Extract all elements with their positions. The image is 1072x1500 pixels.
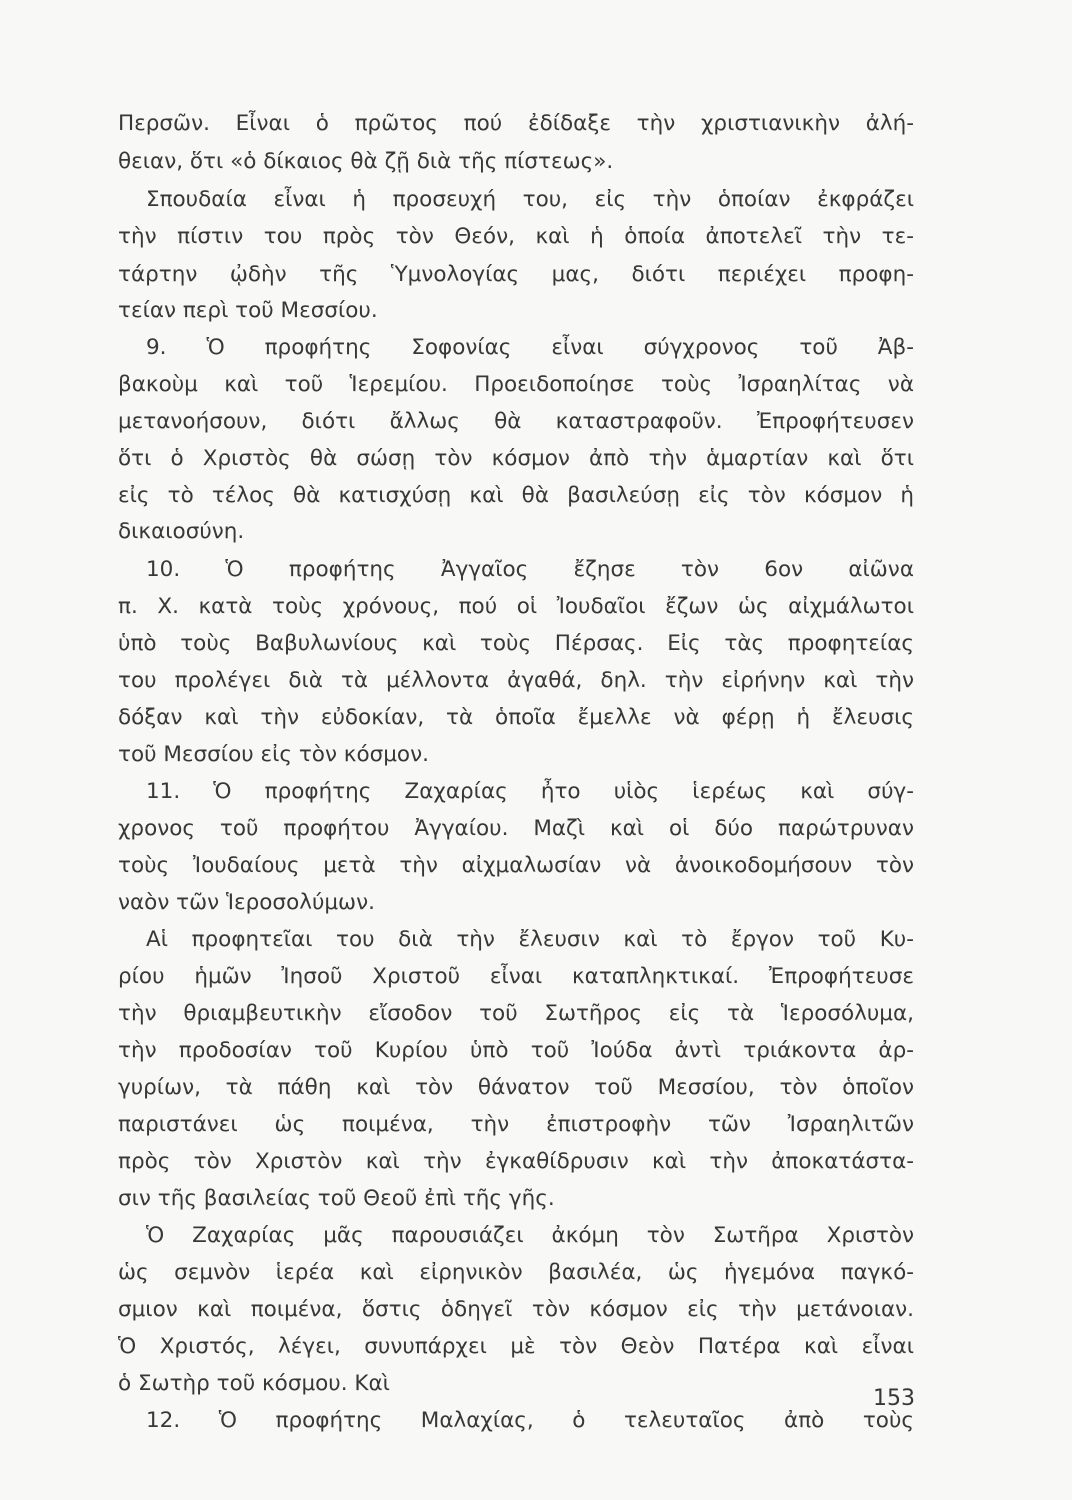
text-line: Ὁ Χριστός, λέγει, συνυπάρχει μὲ τὸν Θεὸν Πατέρα καὶ εἶναι (118, 1334, 914, 1359)
text-line: σιν τῆς βασιλείας τοῦ Θεοῦ ἐπὶ τῆς γῆς. (118, 1186, 555, 1211)
text-line: 10. Ὁ προφήτης Ἀγγαῖος ἔζησε τὸν 6ον αἰῶνα (146, 557, 914, 582)
text-line: π. Χ. κατὰ τοὺς χρόνους, πού οἱ Ἰουδαῖοι ἔζων ὡς αἰχμάλωτοι (118, 594, 914, 619)
text-line: πρὸς τὸν Χριστὸν καὶ τὴν ἐγκαθίδρυσιν καὶ τὴν ἀποκατάστα- (118, 1149, 914, 1174)
text-line: γυρίων, τὰ πάθη καὶ τὸν θάνατον τοῦ Μεσσίου, τὸν ὁποῖον (118, 1075, 914, 1100)
text-line: ὁ Σωτὴρ τοῦ κόσμου. Καὶ (118, 1371, 390, 1396)
text-line: ὡς σεμνὸν ἱερέα καὶ εἰρηνικὸν βασιλέα, ὡς ἡγεμόνα παγκό- (118, 1260, 914, 1285)
text-line: τὴν πίστιν του πρὸς τὸν Θεόν, καὶ ἡ ὁποία ἀποτελεῖ τὴν τε- (118, 224, 914, 249)
text-line: εἰς τὸ τέλος θὰ κατισχύσῃ καὶ θὰ βασιλεύσῃ εἰς τὸν κόσμον ἡ (118, 483, 914, 508)
page-number: 153 (873, 1386, 915, 1411)
text-line: θειαν, ὅτι «ὁ δίκαιος θὰ ζῇ διὰ τῆς πίστεως». (118, 149, 614, 174)
text-line: παριστάνει ὡς ποιμένα, τὴν ἐπιστροφὴν τῶν Ἰσραηλιτῶν (118, 1112, 914, 1137)
text-line: τοῦ Μεσσίου εἰς τὸν κόσμον. (118, 742, 429, 767)
text-line: ναὸν τῶν Ἱεροσολύμων. (118, 890, 375, 915)
text-line: 12. Ὁ προφήτης Μαλαχίας, ὁ τελευταῖος ἀπὸ τοὺς (146, 1408, 914, 1433)
text-line: βακοὺμ καὶ τοῦ Ἱερεμίου. Προειδοποίησε τοὺς Ἰσραηλίτας νὰ (118, 372, 914, 397)
text-line: χρονος τοῦ προφήτου Ἀγγαίου. Μαζὶ καὶ οἱ δύο παρώτρυναν (118, 816, 914, 841)
text-line: σμιον καὶ ποιμένα, ὅστις ὁδηγεῖ τὸν κόσμον εἰς τὴν μετάνοιαν. (118, 1297, 914, 1322)
text-line: ρίου ἡμῶν Ἰησοῦ Χριστοῦ εἶναι καταπληκτικαί. Ἐπροφήτευσε (118, 964, 914, 989)
text-line: τὴν προδοσίαν τοῦ Κυρίου ὑπὸ τοῦ Ἰούδα ἀντὶ τριάκοντα ἀρ- (118, 1038, 914, 1063)
text-line: ὑπὸ τοὺς Βαβυλωνίους καὶ τοὺς Πέρσας. Εἰς τὰς προφητείας (118, 631, 914, 656)
text-line: τὴν θριαμβευτικὴν εἴσοδον τοῦ Σωτῆρος εἰς τὰ Ἱεροσόλυμα, (118, 1001, 914, 1026)
text-line: 11. Ὁ προφήτης Ζαχαρίας ἦτο υἱὸς ἱερέως καὶ σύγ- (146, 779, 914, 804)
text-line: τείαν περὶ τοῦ Μεσσίου. (118, 298, 378, 323)
text-line: τάρτην ᾠδὴν τῆς Ὑμνολογίας μας, διότι περιέχει προφη- (118, 262, 914, 287)
text-line: 9. Ὁ προφήτης Σοφονίας εἶναι σύγχρονος τοῦ Ἀβ- (146, 335, 914, 360)
text-line: δόξαν καὶ τὴν εὐδοκίαν, τὰ ὁποῖα ἔμελλε νὰ φέρῃ ἡ ἔλευσις (118, 705, 914, 730)
text-line: Αἱ προφητεῖαι του διὰ τὴν ἔλευσιν καὶ τὸ ἔργον τοῦ Κυ- (146, 927, 914, 952)
text-line: δικαιοσύνη. (118, 519, 245, 544)
text-line: ὅτι ὁ Χριστὸς θὰ σώσῃ τὸν κόσμον ἀπὸ τὴν ἁμαρτίαν καὶ ὅτι (118, 446, 914, 471)
text-line: Ὁ Ζαχαρίας μᾶς παρουσιάζει ἀκόμη τὸν Σωτῆρα Χριστὸν (146, 1223, 914, 1248)
text-line: του προλέγει διὰ τὰ μέλλοντα ἀγαθά, δηλ. τὴν εἰρήνην καὶ τὴν (118, 668, 914, 693)
text-line: Σπουδαία εἶναι ἡ προσευχή του, εἰς τὴν ὁποίαν ἐκφράζει (146, 187, 914, 212)
text-line: μετανοήσουν, διότι ἄλλως θὰ καταστραφοῦν. Ἐπροφήτευσεν (118, 409, 914, 434)
text-line: τοὺς Ἰουδαίους μετὰ τὴν αἰχμαλωσίαν νὰ ἀνοικοδομήσουν τὸν (118, 853, 914, 878)
text-line: Περσῶν. Εἶναι ὁ πρῶτος πού ἐδίδαξε τὴν χριστιανικὴν ἀλή- (118, 111, 914, 136)
